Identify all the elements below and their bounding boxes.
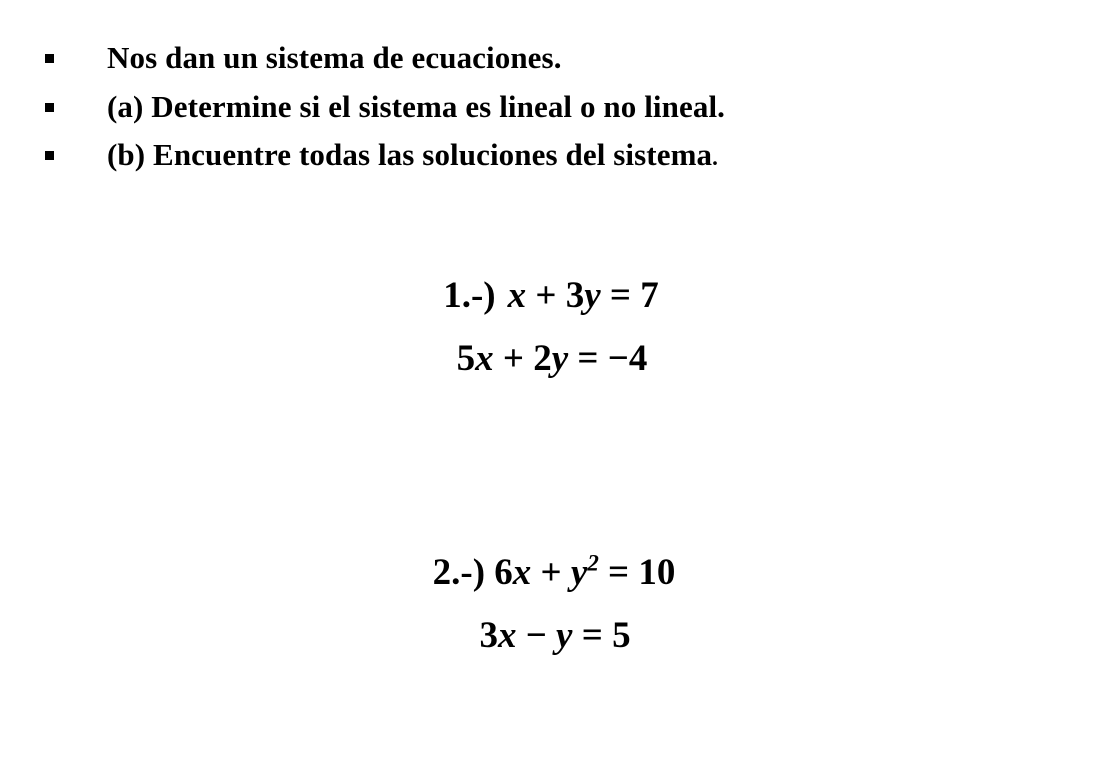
equation-label-1: 1.-) xyxy=(443,275,496,316)
coefficient-5: 5 xyxy=(456,338,476,380)
equation-row xyxy=(0,593,1110,656)
coefficient-3: 3 xyxy=(565,275,585,316)
list-item xyxy=(45,87,1065,127)
variable-y: y xyxy=(551,338,569,380)
equals-sign: = xyxy=(577,338,599,380)
bullet-list xyxy=(45,38,1065,184)
bullet-text: (a) Determine si el sistema es lineal o no lineal. xyxy=(107,88,726,124)
constant-7: 7 xyxy=(640,275,659,316)
exponent-2: 2 xyxy=(587,550,599,576)
equation-row xyxy=(0,380,1110,593)
constant-5: 5 xyxy=(612,615,631,657)
square-bullet-icon xyxy=(45,103,54,112)
plus-sign: + xyxy=(502,338,524,380)
equals-sign: = xyxy=(608,551,630,593)
bullet-text: Nos dan un sistema de ecuaciones. xyxy=(107,40,562,75)
coefficient-6: 6 xyxy=(494,551,513,593)
equation-block-1 xyxy=(0,275,1110,380)
square-bullet-icon xyxy=(45,151,54,160)
equals-sign: = xyxy=(581,615,603,657)
bullet-text-period: . xyxy=(712,145,718,171)
variable-x: x xyxy=(507,275,527,316)
equation-line-2a xyxy=(433,552,676,593)
variable-y: y xyxy=(584,275,601,316)
minus-sign: − xyxy=(525,615,547,657)
list-item xyxy=(45,38,1065,78)
square-bullet-icon xyxy=(45,54,54,63)
variable-y: y xyxy=(570,551,588,593)
variable-x: x xyxy=(497,615,517,657)
variable-x: x xyxy=(475,338,494,380)
equation-label-2: 2.-) xyxy=(432,551,486,593)
equation-block-2 xyxy=(0,380,1110,657)
variable-y: y xyxy=(556,615,573,657)
equation-row xyxy=(0,316,1110,379)
equals-sign: = xyxy=(609,275,632,316)
equation-line-1b xyxy=(457,338,648,379)
constant-10: 10 xyxy=(638,551,676,593)
bullet-text xyxy=(54,135,718,175)
variable-x: x xyxy=(512,551,532,593)
equation-row xyxy=(0,275,1110,316)
bullet-text-main: (b) Encuentre todas las soluciones del sistema xyxy=(107,137,713,173)
plus-sign: + xyxy=(535,275,557,316)
equation-line-1a xyxy=(443,275,659,316)
coefficient-3: 3 xyxy=(479,615,498,657)
equation-area xyxy=(0,275,1110,657)
coefficient-2: 2 xyxy=(533,338,552,380)
list-item xyxy=(45,135,1065,175)
equation-line-2b xyxy=(479,615,630,656)
plus-sign: + xyxy=(540,551,562,593)
constant-negative-4: −4 xyxy=(607,338,648,380)
